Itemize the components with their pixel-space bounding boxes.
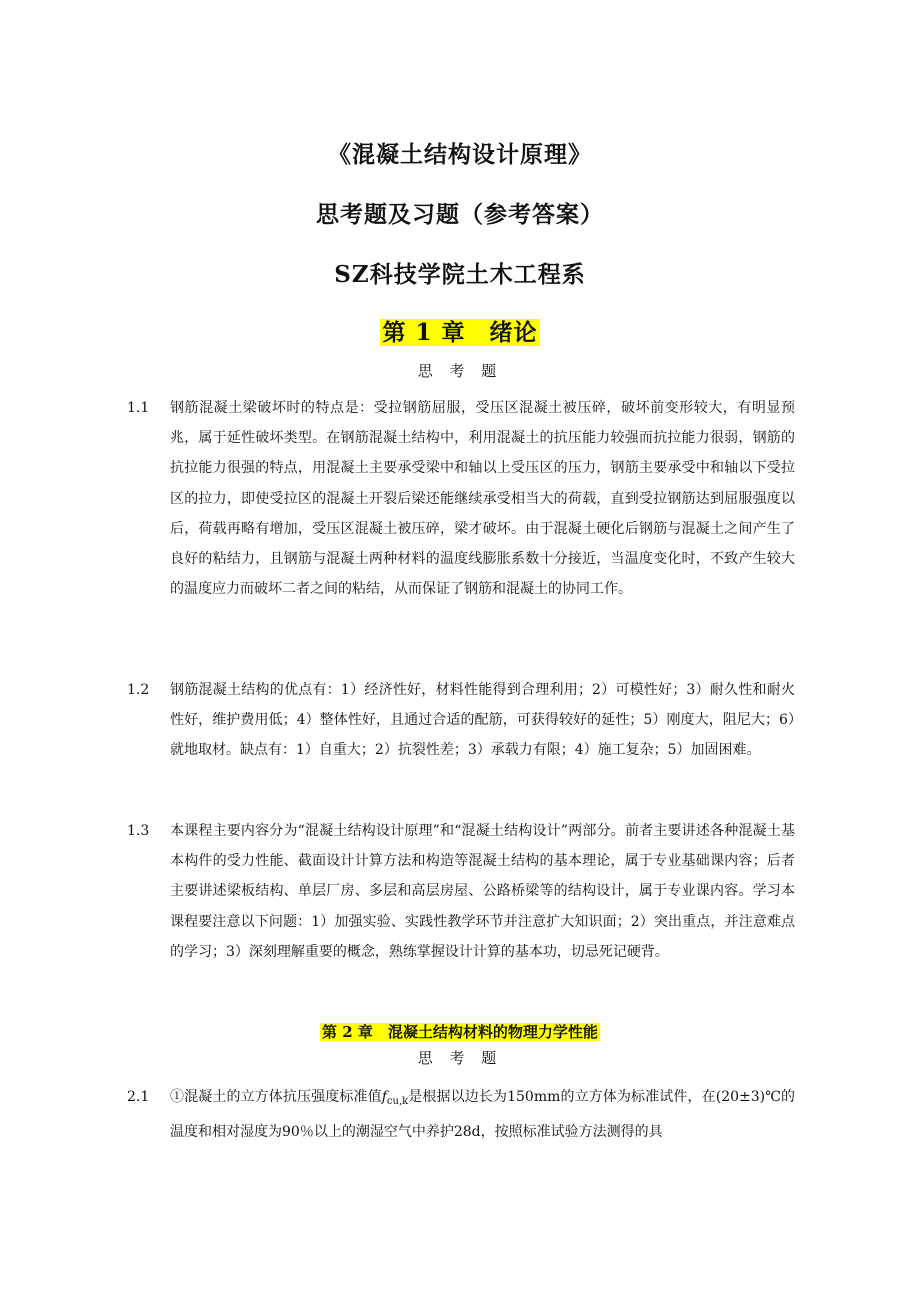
question-1-2 [127,675,795,766]
question-number: 1.3 [127,823,150,839]
answer-text-after: 是根据以边长为150mm的立方体为标准试件，在(20±3)℃的温度和相对湿度为90％以上的潮湿空气中养护28d，按照标准试验方法测得的具 [170,1089,796,1141]
answer-text: 本课程主要内容分为“混凝土结构设计原理”和“混凝土结构设计”两部分。前者主要讲述各种混凝土基本构件的受力性能、截面设计计算方法和构造等混凝土结构的基本理论，属于专业基础课内容；后者主要讲述梁板结构、单层厂房、多层和高层房屋、公路桥梁等的结构设计，属于专业课内容。学习本课程要注意以下问题：1）加强实验、实践性教学环节并注意扩大知识面；2）突出重点，并注意难点的学习；3）深刻理解重要的概念，熟练掌握设计计算的基本功，切忌死记硬背。 [170,823,795,960]
strength-symbol-subscript: cu,k [386,1096,409,1107]
chapter-1-heading-text: 第 1 章 绪论 [382,319,538,346]
chapter-2-heading [0,1021,920,1042]
document-institution: SZ科技学院土木工程系 [334,261,586,288]
answer-text: 钢筋混凝土结构的优点有：1）经济性好，材料性能得到合理利用；2）可模性好；3）耐久性和耐火性好，维护费用低；4）整体性好，且通过合适的配筋，可获得较好的延性；5）刚度大，阻尼大；6）就地取材。缺点有：1）自重大；2）抗裂性差；3）承载力有限；4）施工复杂；5）加固困难。 [170,682,795,759]
answer-text: 钢筋混凝土梁破坏时的特点是：受拉钢筋屈服，受压区混凝土被压碎，破坏前变形较大，有明显预兆，属于延性破坏类型。在钢筋混凝土结构中，利用混凝土的抗压能力较强而抗拉能力很弱，钢筋的抗拉能力很强的特点，用混凝土主要承受梁中和轴以上受压区的压力，钢筋主要承受中和轴以下受拉区的拉力，即使受拉区的混凝土开裂后梁还能继续承受相当大的荷载，直到受拉钢筋达到屈服强度以后，荷载再略有增加，受压区混凝土被压碎，梁才破坏。由于混凝土硬化后钢筋与混凝土之间产生了良好的粘结力，且钢筋与混凝土两种材料的温度线膨胀系数十分接近，当温度变化时，不致产生较大的温度应力而破坏二者之间的粘结，从而保证了钢筋和混凝土的协同工作。 [170,400,795,598]
chapter-2-subheading: 思 考 题 [417,1049,503,1067]
question-number: 2.1 [127,1089,150,1105]
question-1-1 [127,393,795,604]
strength-symbol: f [381,1089,387,1105]
question-2-1 [127,1082,795,1147]
document-title: 《混凝土结构设计原理》 [328,141,592,168]
document-subtitle: 思考题及习题（参考答案） [316,201,604,228]
chapter-2-heading-text: 第 2 章 混凝土结构材料的物理力学性能 [322,1023,598,1041]
question-number: 1.1 [127,400,150,416]
answer-text [170,1082,795,1147]
chapter-1-subheading: 思 考 题 [417,362,503,380]
answer-text-before: ①混凝土的立方体抗压强度标准值 [170,1089,382,1105]
question-number: 1.2 [127,682,150,698]
question-1-3 [127,816,795,967]
chapter-1-heading [0,314,920,347]
